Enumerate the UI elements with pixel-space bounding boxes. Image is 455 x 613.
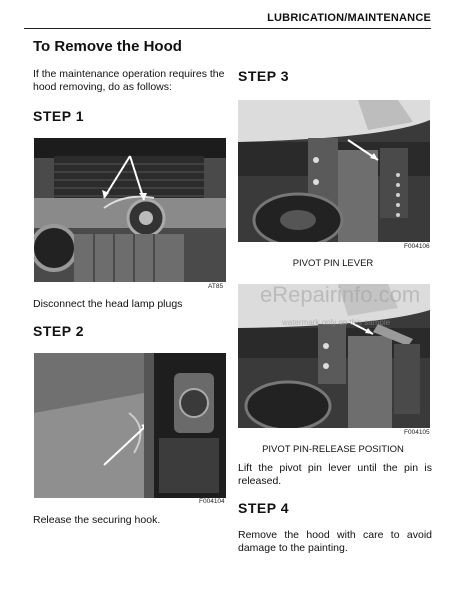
step-2-text: Release the securing hook. [33,514,161,526]
step-3-caption-2: PIVOT PIN-RELEASE POSITION [262,444,404,455]
step-1-text: Disconnect the head lamp plugs [33,298,183,310]
step-2-photo [34,353,226,498]
step-3-photo-lever [238,100,430,242]
step-2-figure-code: F004104 [199,498,225,505]
header-rule [24,28,431,29]
step-1-heading: STEP 1 [33,108,84,124]
step-2-heading: STEP 2 [33,323,84,339]
step-3-text: Lift the pivot pin lever until the pin is released. [238,462,432,487]
section-header: LUBRICATION/MAINTENANCE [267,12,431,24]
step-3-figure-code-2: F004105 [404,429,430,436]
step-4-text: Remove the hood with care to avoid damage to the painting. [238,529,432,554]
step-3-heading: STEP 3 [238,68,289,84]
step-4-heading: STEP 4 [238,500,289,516]
step-1-photo [34,138,226,282]
watermark-subtext: watermark only on this sample [282,318,391,327]
page-title: To Remove the Hood [33,38,182,55]
watermark-text: eRepairinfo.com [260,282,421,307]
step-3-caption-1: PIVOT PIN LEVER [292,258,374,269]
step-3-figure-code-1: F004106 [404,243,430,250]
step-1-figure-code: AT85 [208,283,224,290]
intro-text: If the maintenance operation requires the hood removing, do as follows: [33,68,225,93]
